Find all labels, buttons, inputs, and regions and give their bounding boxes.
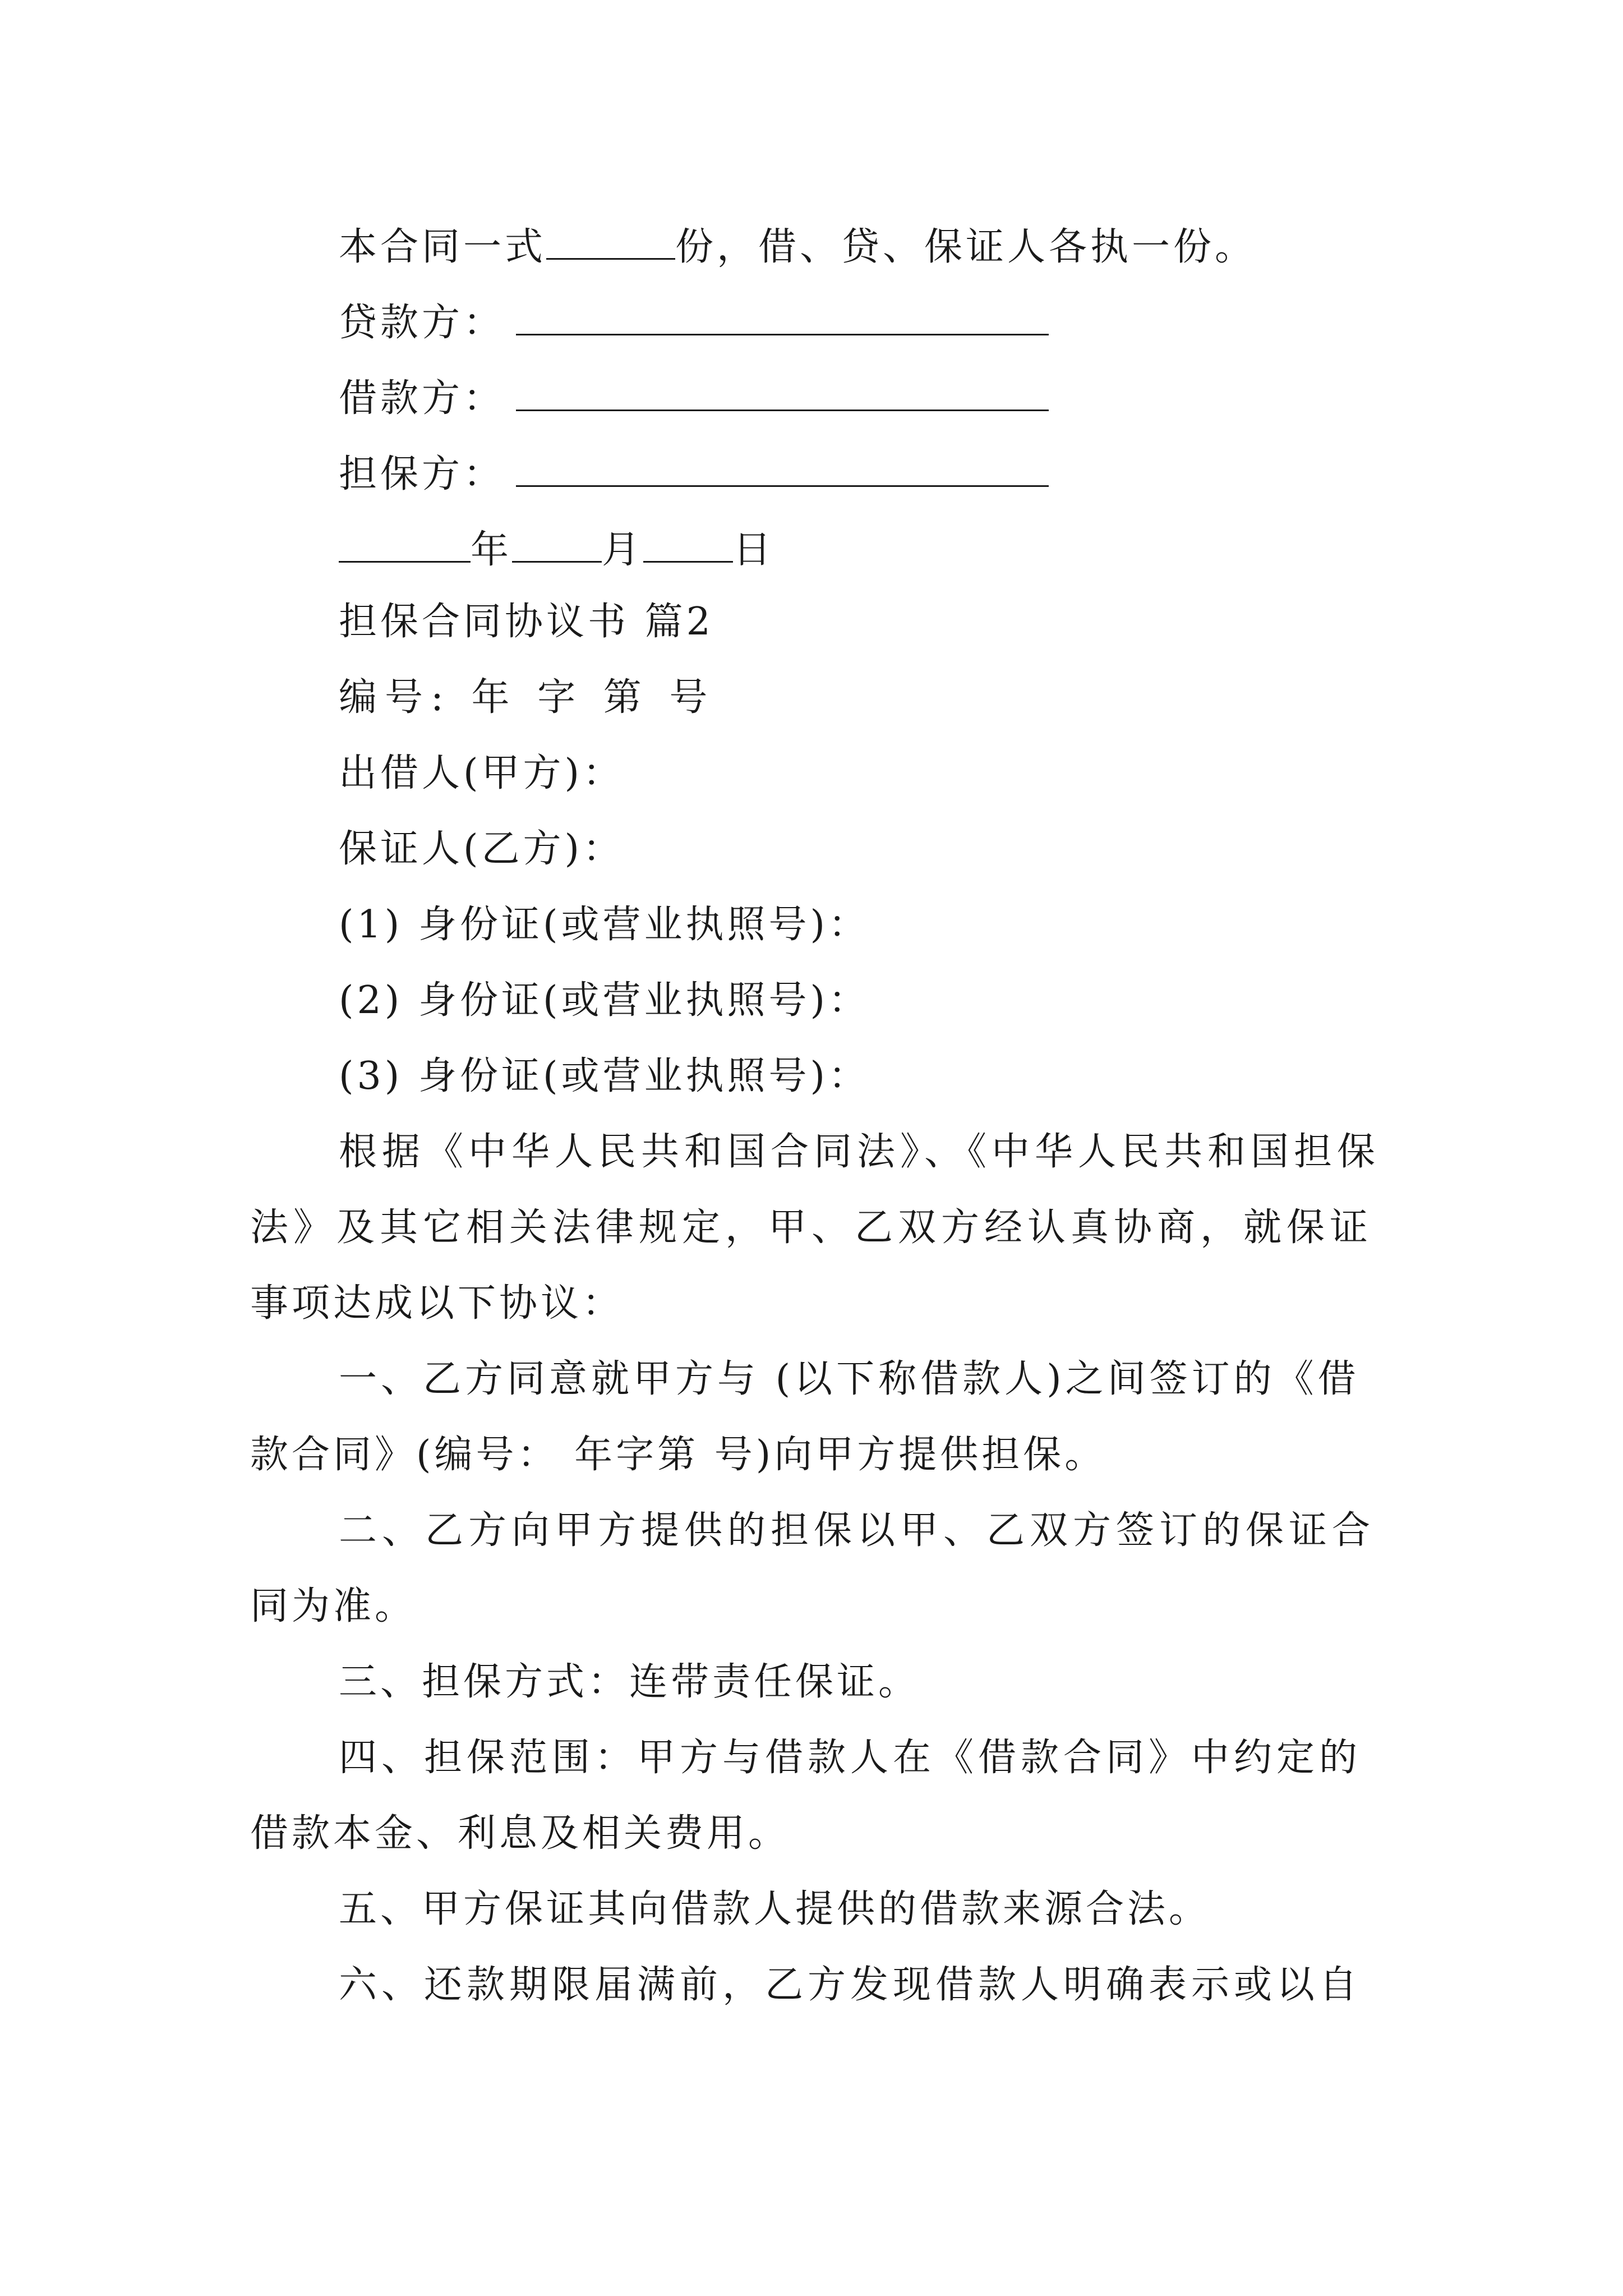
year-label: 年: [471, 528, 513, 572]
copies-suffix: 份，借、贷、保证人各执一份。: [675, 225, 1257, 269]
day-blank[interactable]: [643, 527, 733, 563]
clause-four-line-2: 借款本金、利息及相关费用。: [250, 1811, 790, 1856]
contract-number-line: 编号: 年 字 第 号: [339, 675, 716, 720]
basis-paragraph-line-1: 根据《中华人民共和国合同法》、《中华人民共和国担保: [339, 1130, 1381, 1174]
basis-paragraph-line-3: 事项达成以下协议：: [250, 1281, 624, 1326]
day-label: 日: [733, 528, 775, 572]
clause-one-line-1: 一、乙方同意就甲方与 (以下称借款人)之间签订的《借: [339, 1357, 1360, 1401]
clause-six-line-1: 六、还款期限届满前，乙方发现借款人明确表示或以自: [339, 1963, 1362, 2007]
clause-three: 三、担保方式：连带责任保证。: [339, 1660, 920, 1704]
date-line: [339, 527, 775, 572]
copies-prefix: 本合同一式: [339, 225, 547, 269]
signature-guarantor-blank[interactable]: [516, 452, 1049, 487]
id-line-1: (1) 身份证(或营业执照号)：: [339, 903, 870, 947]
signature-lender: [339, 300, 1049, 345]
month-label: 月: [602, 528, 644, 572]
clause-five: 五、甲方保证其向借款人提供的借款来源合法。: [339, 1887, 1211, 1931]
signature-borrower-label: 借款方：: [339, 376, 505, 421]
signature-lender-blank[interactable]: [516, 300, 1049, 335]
copies-blank[interactable]: [546, 224, 675, 260]
year-blank[interactable]: [339, 527, 471, 563]
copies-line: [339, 224, 1257, 269]
clause-one-line-2: 款合同》(编号： 年字第 号)向甲方提供担保。: [250, 1433, 1106, 1477]
guarantor-line: 保证人(乙方)：: [339, 827, 625, 871]
signature-borrower-blank[interactable]: [516, 376, 1049, 411]
basis-paragraph-line-2: 法》及其它相关法律规定，甲、乙双方经认真协商，就保证: [250, 1205, 1373, 1250]
clause-four-line-1: 四、担保范围：甲方与借款人在《借款合同》中约定的: [339, 1736, 1362, 1780]
id-line-3: (3) 身份证(或营业执照号)：: [339, 1054, 870, 1098]
clause-two-line-1: 二、乙方向甲方提供的担保以甲、乙双方签订的保证合: [339, 1508, 1376, 1553]
signature-borrower: [339, 376, 1049, 421]
section-title: 担保合同协议书 篇2: [339, 600, 714, 644]
signature-lender-label: 贷款方：: [339, 301, 505, 345]
id-line-2: (2) 身份证(或营业执照号)：: [339, 978, 870, 1023]
month-blank[interactable]: [512, 527, 602, 563]
lender-line: 出借人(甲方)：: [339, 751, 625, 795]
signature-guarantor: [339, 452, 1049, 494]
clause-two-line-2: 同为准。: [250, 1584, 417, 1628]
signature-guarantor-label: 担保方：: [339, 452, 505, 496]
